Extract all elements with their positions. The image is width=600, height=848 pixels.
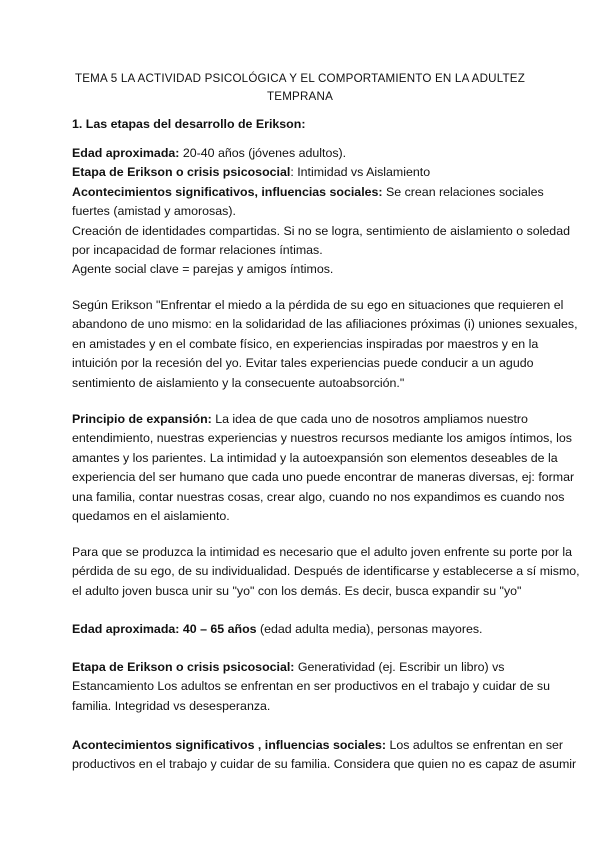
intimacy-paragraph [72, 543, 580, 601]
paragraph-line: Para que se produzca la intimidad es necesario que el adulto joven enfrente su porte por la [72, 545, 573, 559]
paragraph-line: abandono de uno mismo: en la solidaridad de las afiliaciones próximas (i) uniones sexuales, [72, 317, 578, 332]
title-line-1: TEMA 5 LA ACTIVIDAD PSICOLÓGICA Y EL COMPORTAMIENTO EN LA ADULTEZ [74, 72, 526, 85]
heading-erikson-stages: 1. Las etapas del desarrollo de Erikson: [72, 117, 306, 131]
section-heading [72, 115, 532, 134]
paragraph-line: Agente social clave = parejas y amigos íntimos. [72, 262, 334, 277]
stage-value: : Intimidad vs Aislamiento [290, 165, 431, 180]
age-value: 20-40 años (jóvenes adultos). [179, 146, 347, 160]
stage2-first-text: Generatividad (ej. Escribir un libro) vs [294, 660, 505, 674]
paragraph-line: Según Erikson "Enfrentar el miedo a la pérdida de su ego en situaciones que requieren el [72, 298, 564, 312]
generativity-paragraph [72, 658, 551, 716]
events-value: Se crean relaciones sociales [382, 184, 544, 199]
young-adult-block [72, 144, 570, 280]
expansion-label: Principio de expansión: [72, 412, 212, 426]
paragraph-line [72, 410, 532, 429]
stage2-label: Etapa de Erikson o crisis psicosocial: [72, 660, 295, 674]
paragraph-line [72, 736, 564, 755]
paragraph-line: el adulto joven busca unir su "yo" con los demás. Es decir, busca expandir su "yo" [72, 583, 522, 598]
paragraph-line: familia. Integridad vs desesperanza. [72, 698, 271, 713]
paragraph-line: Estancamiento Los adultos se enfrentan en ser productivos en el trabajo y cuidar de su [72, 679, 551, 694]
paragraph-line: en amistades y en el combate físico, en experiencias inspiradas por maestros y en la [72, 336, 539, 351]
paragraph-line: pérdida de su ego, de su individualidad. Después de identificarse y establecerse a sí mismo, [72, 564, 580, 579]
erikson-quote-paragraph [72, 296, 578, 393]
events-line [72, 183, 544, 202]
paragraph-line: sentimiento de aislamiento y la consecuente autoabsorción." [72, 375, 405, 390]
events-label: Acontecimientos significativos, influencias sociales: [72, 184, 383, 199]
paragraph-line [72, 620, 532, 639]
age2-label: Edad aproximada: 40 – 65 años [72, 622, 257, 636]
paragraph-line: amantes y los parientes. La intimidad y la autoexpansión son elementos deseables de la [72, 450, 558, 465]
paragraph-line: entendimiento, nuestras experiencias y nuestros recursos mediante los amigos íntimos, los [72, 431, 572, 446]
stage-line [72, 163, 532, 182]
expansion-principle-paragraph [72, 410, 575, 526]
paragraph-line: fuertes (amistad y amorosas). [72, 204, 236, 219]
document-title [72, 70, 528, 106]
age2-value: (edad adulta media), personas mayores. [256, 622, 483, 636]
stage-label: Etapa de Erikson o crisis psicosocial [72, 165, 291, 180]
title-line-2: TEMPRANA [266, 90, 334, 103]
events2-label: Acontecimientos significativos , influencias sociales: [72, 738, 386, 752]
paragraph-line: Creación de identidades compartidas. Si no se logra, sentimiento de aislamiento o soledad [72, 223, 570, 238]
middle-age-line [72, 620, 532, 639]
paragraph-line: experiencia del ser humano que cada uno puede encontrar de maneras diversas, ej: formar [72, 470, 575, 485]
paragraph-line: intuición por la recesión del yo. Evitar tales experiencias puede conducir a un agudo [72, 356, 534, 371]
paragraph-line: una familia, contar nuestras cosas, crear algo, cuando no nos expandimos es cuando nos [72, 489, 565, 504]
paragraph-line: productivos en el trabajo y cuidar de su familia. Considera que quien no es capaz de asumir [72, 757, 577, 772]
paragraph-line [72, 658, 532, 677]
age-line [72, 144, 532, 163]
expansion-first-text: La idea de que cada uno de nosotros ampliamos nuestro [211, 412, 528, 426]
events2-paragraph [72, 736, 577, 775]
age-label: Edad aproximada: [72, 146, 180, 160]
events2-first-text: Los adultos se enfrentan en ser [386, 738, 564, 752]
paragraph-line: quedamos en el aislamiento. [72, 509, 230, 524]
paragraph-line: por incapacidad de formar relaciones íntimas. [72, 243, 323, 258]
